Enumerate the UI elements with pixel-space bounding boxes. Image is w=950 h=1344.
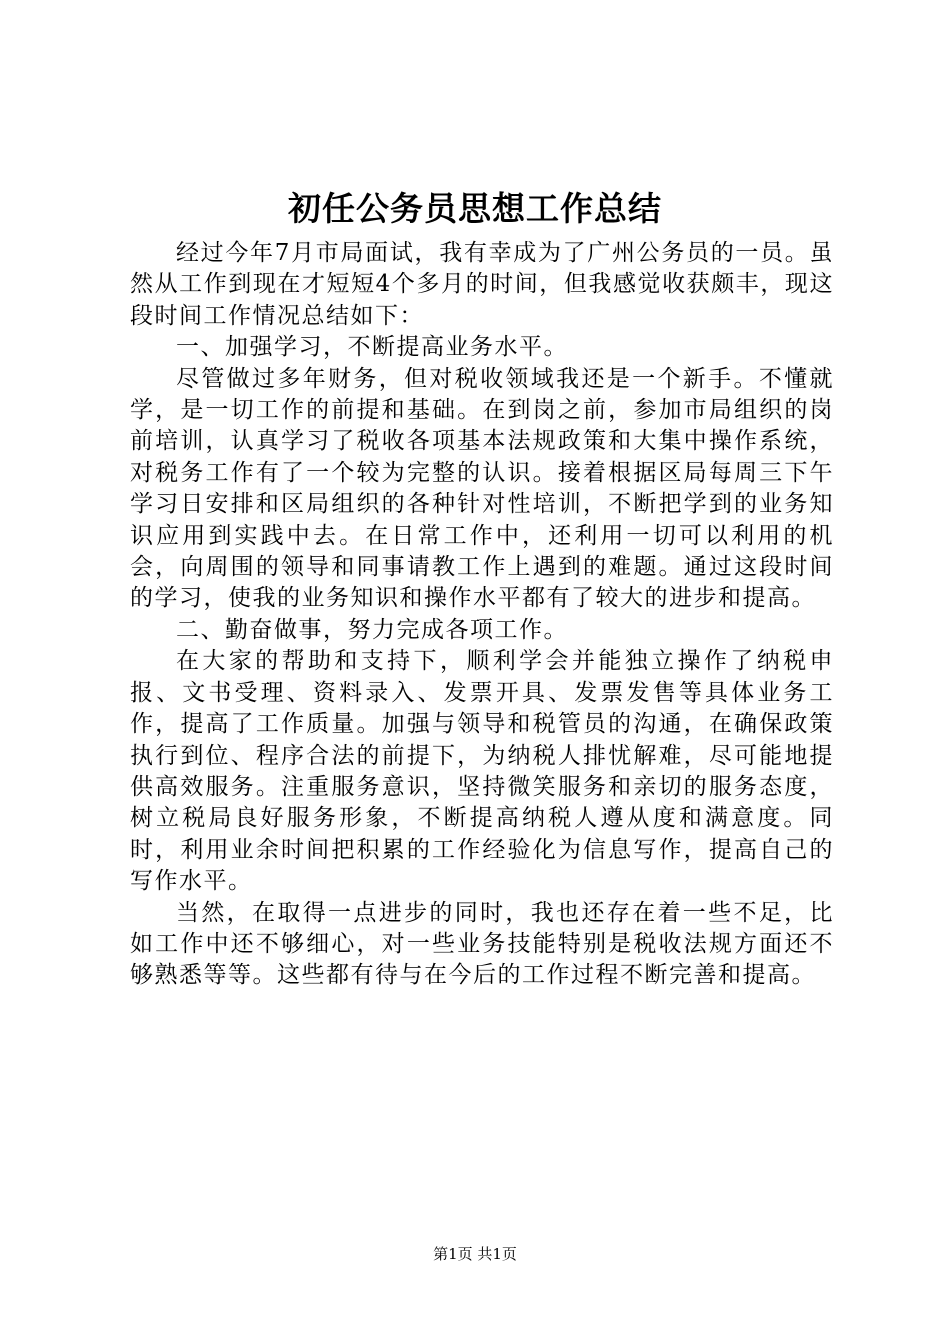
page-footer: 第1页 共1页 (433, 1245, 517, 1263)
document-title: 初任公务员思想工作总结 (288, 189, 662, 228)
paragraph-section-1: 尽管做过多年财务，但对税收领域我还是一个新手。不懂就学，是一切工作的前提和基础。在到岗之前，参加市局组织的岗前培训，认真学习了税收各项基本法规政策和大集中操作系统，对税务工作有了一个较为完整的认识。接着根据区局每周三下午学习日安排和区局组织的各种针对性培训，不断把学到的业务知识应用到实践中去。在日常工作中，还利用一切可以利用的机会，向周围的领导和同事请教工作上遇到的难题。通过这段时间的学习，使我的业务知识和操作水平都有了较大的进步和提高。 (130, 365, 834, 612)
section-heading-1: 一、加强学习，不断提高业务水平。 (176, 334, 568, 361)
paragraph-section-2: 在大家的帮助和支持下，顺利学会并能独立操作了纳税申报、文书受理、资料录入、发票开具、发票发售等具体业务工作，提高了工作质量。加强与领导和税管员的沟通，在确保政策执行到位、程序合法的前提下，为纳税人排忧解难，尽可能地提供高效服务。注重服务意识，坚持微笑服务和亲切的服务态度，树立税局良好服务形象，不断提高纳税人遵从度和满意度。同时，利用业余时间把积累的工作经验化为信息写作，提高自己的写作水平。 (130, 648, 834, 895)
document-body (130, 238, 834, 992)
paragraph-intro: 经过今年7月市局面试，我有幸成为了广州公务员的一员。虽然从工作到现在才短短4个多月的时间，但我感觉收获颇丰，现这段时间工作情况总结如下： (130, 240, 834, 329)
paragraph-conclusion: 当然，在取得一点进步的同时，我也还存在着一些不足，比如工作中还不够细心，对一些业务技能特别是税收法规方面还不够熟悉等等。这些都有待与在今后的工作过程不断完善和提高。 (130, 899, 834, 989)
section-heading-2: 二、勤奋做事，努力完成各项工作。 (176, 616, 568, 643)
